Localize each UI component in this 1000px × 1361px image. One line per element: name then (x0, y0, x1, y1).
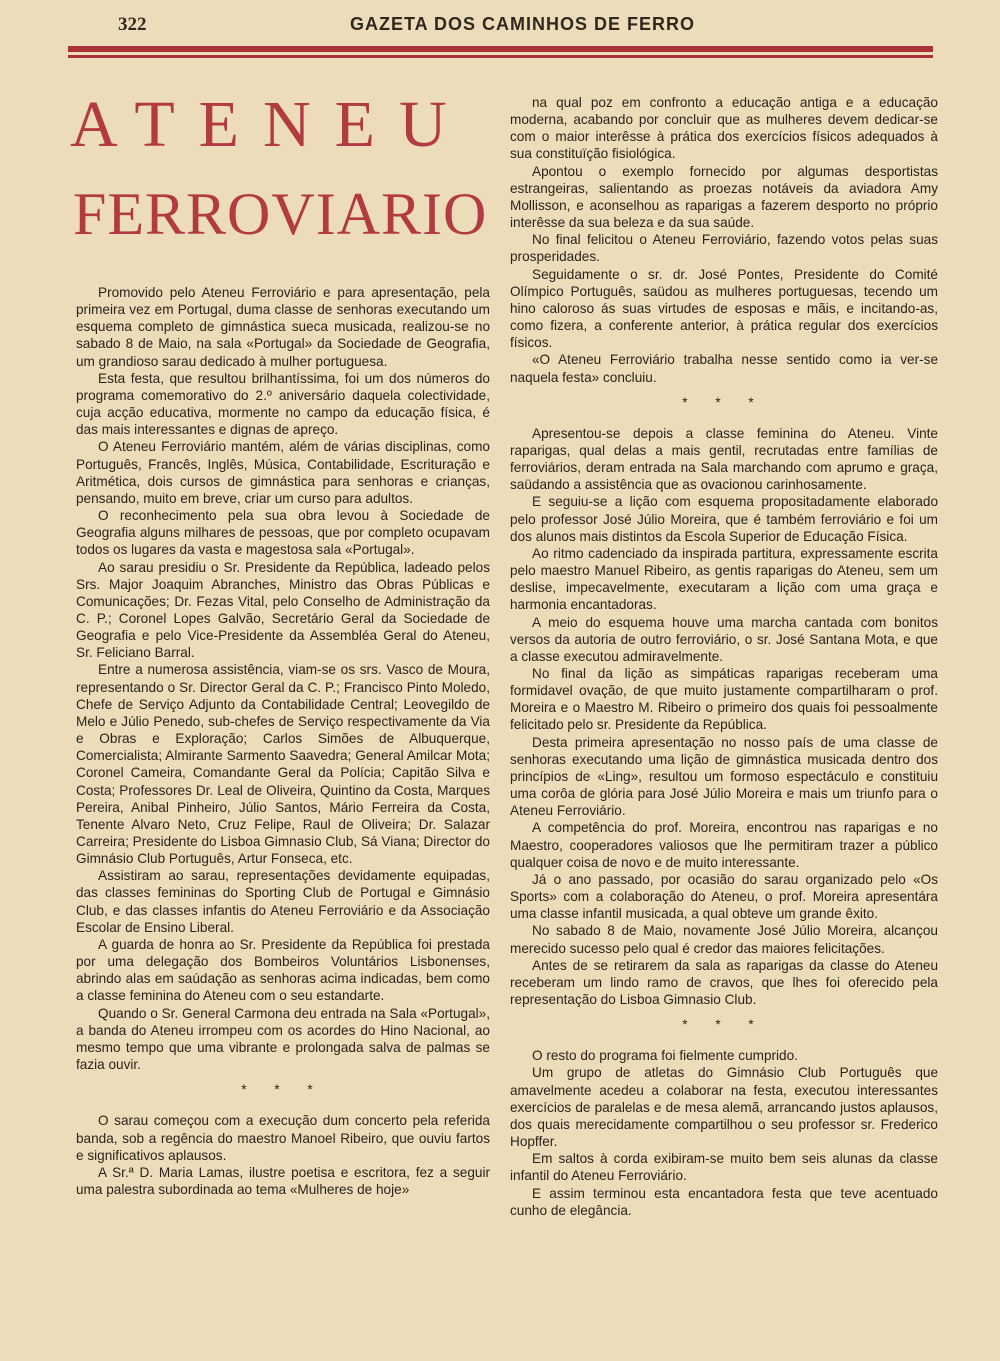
right-column (510, 94, 938, 1219)
article-paragraph: O Ateneu Ferroviário mantém, além de várias disciplinas, como Português, Francês, Inglês, Música, Contabilidade, Escrituração e Aritmética, dois cursos de gimnástica para senhoras e crianças, pensando, muito em breve, criar um curso para adultos. (76, 439, 490, 506)
left-column (76, 284, 490, 1198)
article-paragraph: Esta festa, que resultou brilhantíssima, foi um dos números do programa comemorativo do 2.º aniversário daquela colectividade, cuja acção educativa, mormente no campo da educação física, é das mais interessantes e dignas de apreço. (76, 370, 490, 438)
article-paragraph: O resto do programa foi fielmente cumprido. (532, 1048, 798, 1064)
article-paragraph: Já o ano passado, por ocasião do sarau organizado pelo «Os Sports» com a colaboração do Ateneu, o prof. Moreira apresentára uma classe infantil musicada, a qual obteve um grande êxito. (510, 871, 938, 922)
article-paragraph: Ao sarau presidiu o Sr. Presidente da República, ladeado pelos Srs. Major Joaquim Abranches, Ministro das Obras Públicas e Comunicações; Dr. Fezas Vital, pelo Conselho de Administração da C. P.; Coronel Lopes Galvão, Secretário Geral da Sociedade de Geografia e pelo Vice-Presidente da Assembléa Geral do Ateneu, Sr. Feliciano Barral. (76, 559, 490, 661)
article-paragraph: E seguiu-se a lição com esquema propositadamente elaborado pelo professor José Júlio Moreira, que é também ferroviário e foi um dos alunos mais distintos da Escola Superior de Educação Física. (510, 494, 938, 544)
page-header (110, 14, 940, 38)
article-paragraph: Um grupo de atletas do Gimnásio Club Português que amavelmente acedeu a colaborar na festa, executou interessantes exercícios de paralelas e de mesa alemã, arrancando justos aplausos, dos quais merecidamente compartilhou o seu professor sr. Frederico Hopffer. (510, 1065, 938, 1150)
article-paragraph: Ao ritmo cadenciado da inspirada partitura, expressamente escrita pelo maestro Manuel Ribeiro, as gentis raparigas do Ateneu, sem um deslise, impecavelmente, executaram a lição com uma graça e harmonia encantadoras. (510, 545, 938, 613)
article-title-line1: ATENEU (70, 88, 471, 161)
article-paragraph: na qual poz em confronto a educação antiga e a educação moderna, acabando por concluir que as mulheres devem dedicar-se com o maior interêsse à prática dos exercícios físicos adequados à sua constituïção fisiológica. (510, 95, 938, 162)
article-paragraph: Seguidamente o sr. dr. José Pontes, Presidente do Comité Olímpico Português, saüdou as mulheres portuguesas, tecendo um hino caloroso ás suas virtudes de esposas e mãis, e incitando-as, como fizera, a conferente anterior, à prática regular dos exercícios físicos. (510, 266, 938, 351)
article-paragraph: No final felicitou o Ateneu Ferroviário, fazendo votos pelas suas prosperidades. (510, 232, 938, 265)
section-separator: * * * (682, 1017, 766, 1033)
article-paragraph: O sarau começou com a execução dum concerto pela referida banda, sob a regência do maestro Manoel Ribeiro, que ouviu fartos e significativos aplausos. (76, 1113, 490, 1163)
header-rule-thick (68, 46, 933, 52)
article-paragraph: O reconhecimento pela sua obra levou à Sociedade de Geografia alguns milhares de pessoas, que por completo ocupavam todos os lugares da vasta e magestosa sala «Portugal». (76, 508, 490, 558)
article-paragraph: Em saltos à corda exibiram-se muito bem seis alunas da classe infantil do Ateneu Ferroviário. (510, 1151, 938, 1184)
article-title-line2: FERROVIARIO (73, 181, 488, 247)
article-paragraph: Assistiram ao sarau, representações devidamente equipadas, das classes femininas do Sporting Club de Portugal e Gimnásio Club, e das classes infantis do Ateneu Ferroviário e da Associação Escolar de Ensino Liberal. (76, 868, 490, 935)
section-separator: * * * (241, 1082, 325, 1098)
article-paragraph: A competência do prof. Moreira, encontrou nas raparigas e no Maestro, cooperadores valiosos que lhe permitiram trazer a público qualquer coisa de novo e de muito interessante. (510, 820, 938, 870)
article-paragraph: E assim terminou esta encantadora festa que teve acentuado cunho de elegância. (510, 1185, 938, 1218)
article-paragraph: No sabado 8 de Maio, novamente José Júlio Moreira, alcançou merecido sucesso pelo qual é credor das maiores felicitações. (510, 923, 938, 956)
article-paragraph: Apontou o exemplo fornecido por algumas desportistas estrangeiras, salientando as proezas notáveis da aviadora Amy Mollisson, e aconselhou as raparigas a fazerem desporto no próprio interêsse da sua beleza e da sua saúde. (510, 163, 938, 231)
article-paragraph: Desta primeira apresentação no nosso país de uma classe de senhoras executando uma lição de gimnástica musicada dentro dos princípios de «Ling», resultou um formoso espectáculo e constituiu uma corôa de glória para José Júlio Moreira e mais um triunfo para o Ateneu Ferroviário. (510, 734, 938, 819)
article-paragraph: Entre a numerosa assistência, viam-se os srs. Vasco de Moura, representando o Sr. Director Geral da C. P.; Francisco Pinto Moledo, Chefe de Serviço Adjunto da Contabilidade Central; Leovegildo de Melo e Júlio Penedo, sub-chefes de Serviço respectivamente da Via e Obras e Exploração; Carlos Simões de Albuquerque, Comercialista; Almirante Sarmento Saavedra; General Amilcar Mota; Coronel Cameira, Comandante Geral da Polícia; Capitão Silva e Costa; Professores Dr. Leal de Oliveira, Quintino da Costa, Marques Pereira, Anibal Pinheiro, Júlio Santos, Mário Ferreira da Costa, Tenente Alvaro Neto, Cruz Felipe, Raul de Oliveira; Dr. Salazar Carreira; Presidente do Lisboa Gimnasio Club, Sá Viana; Director do Gimnásio Club Português, Artur Fonseca, etc. (76, 662, 490, 867)
article-paragraph: A guarda de honra ao Sr. Presidente da República foi prestada por uma delegação dos Bombeiros Voluntários Lisbonenses, abrindo alas em saúdação as senhoras acima indicadas, bem como a classe feminina do Ateneu com o seu estandarte. (76, 936, 490, 1004)
article-paragraph: A meio do esquema houve uma marcha cantada com bonitos versos da autoria de outro ferroviário, o sr. José Santana Mota, e que a classe executou admiravelmente. (510, 614, 938, 664)
article-paragraph: A Sr.ª D. Maria Lamas, ilustre poetisa e escritora, fez a seguir uma palestra subordinada ao tema «Mulheres de hoje» (76, 1164, 490, 1197)
article-paragraph: Promovido pelo Ateneu Ferroviário e para apresentação, pela primeira vez em Portugal, duma classe de senhoras executando um esquema completo de gimnástica sueca musicada, realizou-se no sabado 8 de Maio, na sala «Portugal» da Sociedade de Geografia, um grandioso sarau dedicado à mulher portuguesa. (76, 285, 490, 369)
article-paragraph: Quando o Sr. General Carmona deu entrada na Sala «Portugal», a banda do Ateneu irrompeu com os acordes do Hino Nacional, ao mesmo tempo que uma vibrante e prolongada salva de palmas se fazia ouvir. (76, 1005, 490, 1073)
section-separator: * * * (682, 394, 766, 410)
article-paragraph: No final da lição as simpáticas raparigas receberam uma formidavel ovação, de que muito justamente compartilharam o prof. Moreira e o Maestro M. Ribeiro o primeiro dos quais foi pessoalmente felicitado pelo sr. Presidente da República. (510, 666, 938, 733)
running-title: GAZETA DOS CAMINHOS DE FERRO (350, 14, 696, 34)
article-paragraph: «O Ateneu Ferroviário trabalha nesse sentido como ia ver-se naquela festa» concluiu. (510, 352, 938, 385)
article-paragraph: Antes de se retirarem da sala as raparigas da classe do Ateneu receberam um lindo ramo de cravos, que lhes foi oferecido pela representação do Lisboa Gimnasio Club. (510, 957, 938, 1007)
header-rule-thin (68, 55, 933, 58)
article-paragraph: Apresentou-se depois a classe feminina do Ateneu. Vinte raparigas, qual delas a mais gentil, recrutadas entre famílias de ferroviários, deram entrada na Sala marchando com aprumo e graça, saüdando a assistência que as ovacionou carinhosamente. (510, 425, 938, 493)
page-number: 322 (118, 14, 147, 35)
